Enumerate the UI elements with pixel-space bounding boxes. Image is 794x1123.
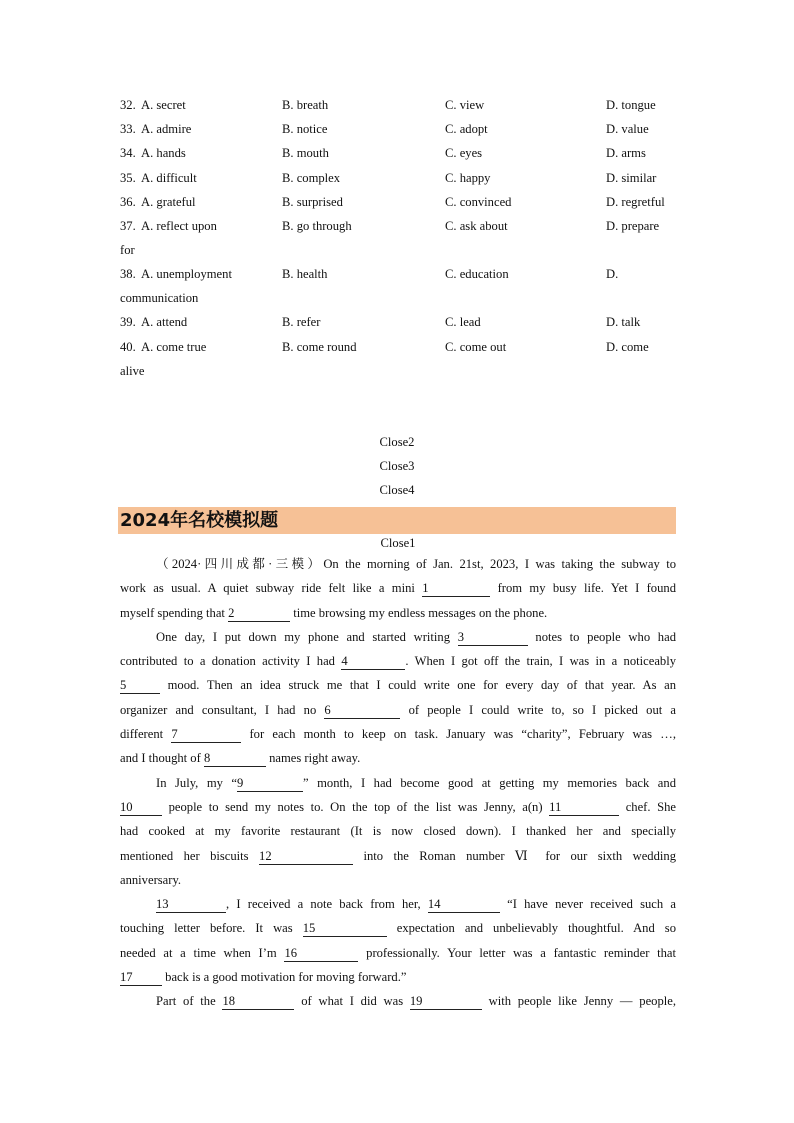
passage-line [120,868,676,892]
option-row [120,167,676,191]
answer-blank[interactable]: 2 [228,605,290,622]
option-row [120,142,676,166]
answer-blank[interactable]: 9 [237,775,303,792]
passage-text: organizer and consultant, I had no [120,702,325,717]
passage-text: into the Roman number Ⅵ for our sixth wedding [353,848,676,863]
option-num: 35. [120,170,136,185]
passage-line [120,649,676,673]
passage-text: ” month, I had become good at getting my memories back and [303,775,676,790]
option-num: 40. [120,339,136,354]
passage-text: anniversary. [120,872,182,887]
answer-blank[interactable]: 4 [341,653,405,670]
passage-text: . When I got off the train, I was in a noticeably [405,654,676,669]
passage-text: mentioned her biscuits [120,848,260,863]
section-heading-bar [118,507,676,534]
answer-blank[interactable]: 14 [428,896,500,913]
passage-text: from my busy life. Yet I found [490,581,676,596]
option-b: B. refer [282,315,321,330]
passage-text: “I have never received such a [499,897,676,912]
option-a: A. hands [141,146,186,161]
passage-line [120,722,676,746]
close-link[interactable]: Close2 [379,435,415,449]
passage-text: mood. Then an idea struck me that I could write one for every day of that year. As an [160,678,676,693]
option-row [120,118,676,142]
passage-text: , I received a note back from her, [226,897,428,912]
option-row [120,336,676,384]
option-c: C. happy [445,170,491,185]
passage-line [120,771,676,795]
option-c: C. ask about [445,218,508,233]
option-c: C. view [445,98,485,112]
answer-blank[interactable]: 18 [222,993,294,1010]
passage-text: different [120,727,172,742]
passage-text: In July, my “ [156,775,238,790]
option-continuation: for [120,242,135,257]
answer-blank[interactable]: 15 [303,920,387,937]
passage-text: chef. She [619,799,676,814]
passage-text: people to send my notes to. On the top of the list was Jenny, a(n) [162,799,550,814]
option-b: B. notice [282,122,328,137]
passage-line [120,673,676,697]
passage-text: needed at a time when I’m [120,945,285,960]
option-d: D. come [606,339,649,354]
passage-text: One day, I put down my phone and started writing [156,629,458,644]
option-num: 37. [120,218,136,233]
option-row [120,311,676,335]
passage-text: myself spending that [120,605,229,620]
passage-text: Part of the [156,994,223,1009]
answer-blank[interactable]: 6 [324,702,400,719]
option-a: A. secret [141,98,186,112]
passage-text: for each month to keep on task. January was “charity”, February was …, [241,727,676,742]
passage-line [120,916,676,940]
option-num: 33. [120,122,136,137]
option-num: 32. [120,98,136,112]
option-a: A. difficult [141,170,197,185]
passage-text: back is a good motivation for moving forward.” [162,970,407,985]
passage-text: professionally. Your letter was a fantastic reminder that [358,945,676,960]
option-row [120,215,676,263]
option-d: D. tongue [606,98,656,112]
option-d: D. arms [606,146,646,161]
option-b: B. health [282,267,328,282]
answer-blank[interactable]: 10 [120,799,162,816]
passage-text: work as usual. A quiet subway ride felt like a mini [120,581,423,596]
option-b: B. go through [282,218,352,233]
answer-blank[interactable]: 12 [259,848,353,865]
passage-line [120,965,676,989]
options-table [120,94,676,384]
answer-blank[interactable]: 11 [549,799,619,816]
passage-line [120,989,676,1013]
answer-blank[interactable]: 5 [120,677,160,694]
passage-text: touching letter before. It was [120,921,303,936]
option-continuation: alive [120,363,145,378]
answer-blank[interactable]: 16 [284,945,358,962]
answer-blank[interactable]: 7 [171,726,241,743]
option-a: A. unemployment [141,267,232,282]
option-row [120,191,676,215]
option-c: C. eyes [445,146,483,161]
option-continuation: communication [120,291,199,306]
passage-text: notes to people who had [527,629,676,644]
option-a: A. come true [141,339,207,354]
option-a: A. reflect upon [141,218,217,233]
option-row [120,263,676,311]
passage-line [120,844,676,868]
option-num: 34. [120,146,136,161]
answer-blank[interactable]: 3 [458,629,528,646]
passage-line [120,746,676,770]
option-b: B. surprised [282,194,343,209]
section-heading: 2024年名校模拟题 [120,510,279,531]
answer-blank[interactable]: 19 [410,993,482,1010]
passage-text: and I thought of [120,751,204,766]
passage-line [120,941,676,965]
passage-line [120,892,676,916]
answer-blank[interactable]: 8 [204,750,266,767]
answer-blank[interactable]: 1 [422,580,490,597]
passage-text: names right away. [265,751,361,766]
close-link[interactable]: Close3 [379,459,415,473]
option-c: C. come out [445,339,507,354]
option-a: A. grateful [141,194,196,209]
option-d: D. [606,267,619,282]
passage-line [120,698,676,722]
option-b: B. come round [282,339,357,354]
passage-text: with people like Jenny — people, [481,994,676,1009]
option-c: C. education [445,267,509,282]
close-title: Close1 [380,536,416,550]
passage-line [120,819,676,843]
option-row [120,94,676,118]
option-c: C. lead [445,315,481,330]
option-d: D. value [606,122,649,137]
passage-line [120,795,676,819]
option-num: 39. [120,315,136,330]
passage-text: of people I could write to, so I picked out a [400,702,676,717]
passage-text: time browsing my endless messages on the phone. [290,605,548,620]
option-b: B. breath [282,98,329,112]
option-b: B. complex [282,170,341,185]
answer-blank[interactable]: 17 [120,969,162,986]
passage-text: （2024·四川成都·三模）On the morning of Jan. 21st, 2023, I was taking the subway to [156,557,676,571]
option-b: B. mouth [282,146,329,161]
option-num: 38. [120,267,136,282]
option-d: D. talk [606,315,641,330]
close-link[interactable]: Close4 [379,483,415,497]
close-links [0,430,794,502]
passage-body [120,552,676,1014]
cloze-passage [120,534,676,1014]
option-d: D. prepare [606,218,660,233]
passage-line [120,576,676,600]
passage-line [120,601,676,625]
passage-text: had cooked at my favorite restaurant (It is now closed down). I thanked her and specially [120,824,676,839]
passage-text: contributed to a donation activity I had [120,654,342,669]
option-a: A. admire [141,122,192,137]
option-c: C. convinced [445,194,512,209]
passage-line [120,552,676,576]
passage-line [120,625,676,649]
option-num: 36. [120,194,136,209]
option-a: A. attend [141,315,188,330]
option-d: D. regretful [606,194,665,209]
passage-text: expectation and unbelievably thoughtful. And so [386,921,676,936]
option-c: C. adopt [445,122,488,137]
option-d: D. similar [606,170,657,185]
passage-text: of what I did was [294,994,410,1009]
answer-blank[interactable]: 13 [156,896,226,913]
